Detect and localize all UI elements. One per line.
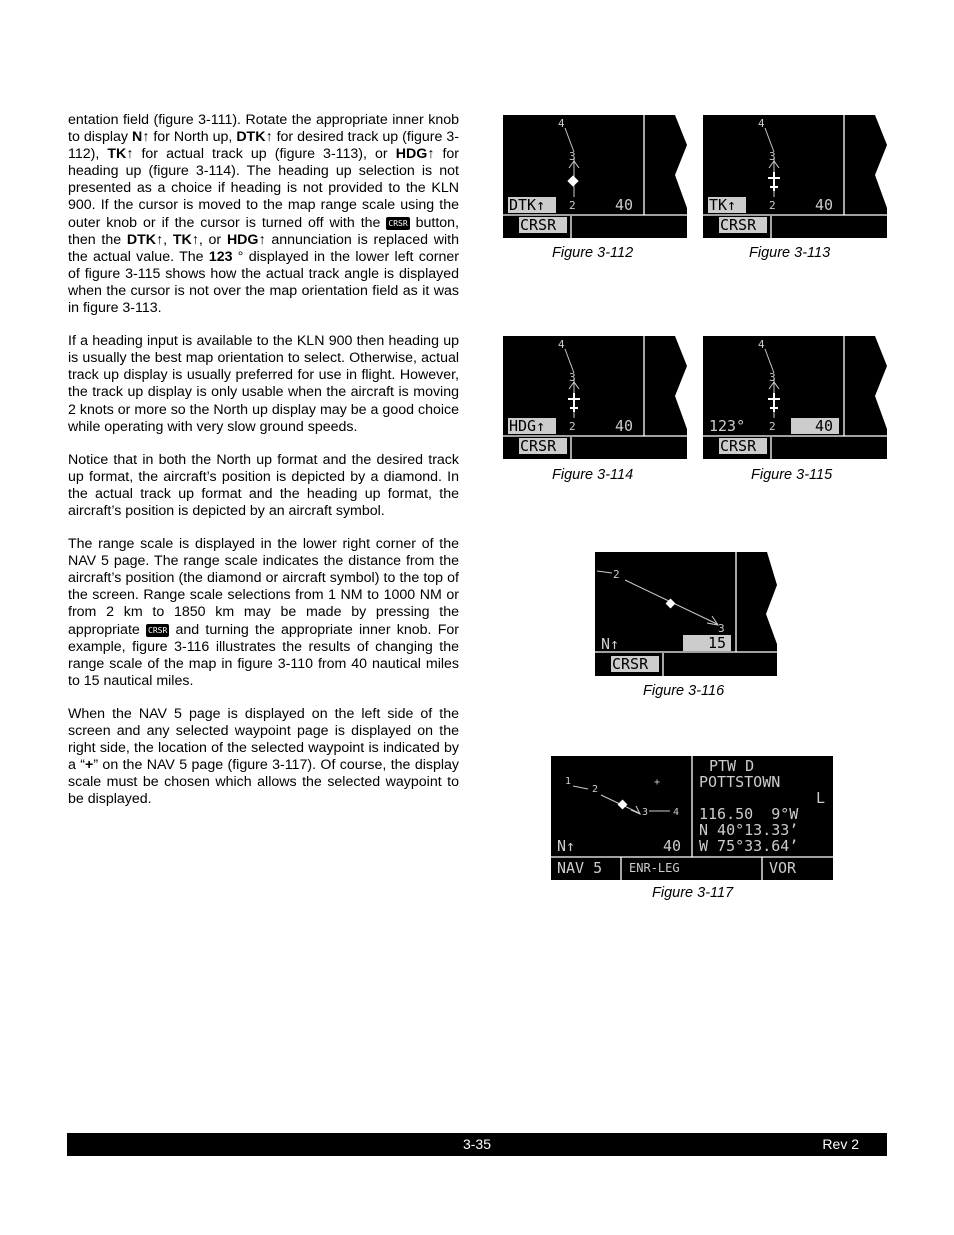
crsr-annunciator: CRSR	[720, 216, 757, 234]
crsr-annunciator: CRSR	[520, 216, 557, 234]
page-number: 3-35	[462, 1136, 492, 1152]
orientation-label: DTK↑	[509, 196, 546, 214]
range-value: 15	[708, 634, 727, 652]
paragraph-4: The range scale is displayed in the lower right corner of the NAV 5 page. The range scale indicates the distance from the aircraft’s position (the diamond or aircraft symbol) to the top of the screen. Range scale selections from 1 NM to 1000 NM or from 2 km to 1850 km may be made by pressing the appropriate CRSR and turning the appropriate inner knob. For example, figure 3-116 illustrates the results of changing the range scale of the map in figure 3-110 from 40 nautical miles to 15 nautical miles.	[68, 536, 459, 689]
crsr-annunciator: CRSR	[520, 437, 557, 455]
figure-3-116-screen	[595, 552, 777, 676]
crsr-annunciator: CRSR	[720, 437, 757, 455]
figure-3-112-screen	[503, 115, 687, 238]
orientation-label: N↑	[601, 635, 620, 653]
waypoint-class: L	[816, 789, 826, 807]
waypoint-type-label: VOR	[769, 859, 797, 877]
range-value: 40	[615, 196, 634, 214]
orientation-label: TK↑	[709, 196, 737, 214]
figure-caption: Figure 3-112	[552, 245, 634, 261]
figure-3-114-screen	[503, 336, 687, 459]
figure-caption: Figure 3-117	[652, 885, 734, 901]
range-value: 40	[815, 196, 834, 214]
figure-3-113-screen	[703, 115, 887, 238]
range-value: 40	[815, 417, 834, 435]
waypoint-label: 4	[673, 807, 680, 818]
waypoint-label: 4	[758, 117, 765, 130]
figure-caption: Figure 3-115	[751, 467, 833, 483]
waypoint-label: 4	[758, 338, 765, 351]
crsr-key-icon: CRSR	[148, 625, 168, 635]
page-label: NAV 5	[557, 859, 603, 877]
orientation-label: 123°	[709, 417, 746, 435]
waypoint-label: 2	[569, 199, 576, 212]
figure-caption: Figure 3-116	[643, 683, 725, 699]
waypoint-longitude: W 75°33.64’	[699, 837, 799, 855]
crsr-annunciator: CRSR	[612, 655, 649, 673]
waypoint-label: 2	[769, 199, 776, 212]
orientation-label: HDG↑	[509, 417, 546, 435]
waypoint-label: 2	[592, 784, 599, 795]
waypoint-latitude: N 40°13.33’	[699, 821, 799, 839]
paragraph-5: When the NAV 5 page is displayed on the left side of the screen and any selected waypoint page is displayed on the right side, the location of the selected waypoint is indicated by a “+” on the NAV 5 page (figure 3-117). Of course, the display scale must be chosen which allows the selected waypoint to be displayed.	[68, 705, 459, 808]
waypoint-label: 1	[565, 776, 572, 787]
figure-3-117-screen	[551, 756, 833, 880]
orientation-label: N↑	[557, 837, 576, 855]
waypoint-label: 3	[569, 150, 576, 163]
revision-label: Rev 2	[822, 1136, 859, 1152]
range-value: 40	[615, 417, 634, 435]
figure-caption: Figure 3-114	[552, 467, 634, 483]
waypoint-label: 3	[642, 807, 649, 818]
waypoint-label: 3	[569, 371, 576, 384]
figure-3-115-screen	[703, 336, 887, 459]
waypoint-ident: PTW D	[709, 757, 755, 775]
body-text-column	[68, 112, 459, 824]
waypoint-label: 4	[558, 338, 565, 351]
paragraph-3: Notice that in both the North up format and the desired track up format, the aircraft’s position is depicted by a diamond. In the actual track up format and the heading up format, the aircraft’s position is depicted by an aircraft symbol.	[68, 451, 459, 519]
waypoint-label: 2	[613, 568, 620, 581]
waypoint-name: POTTSTOWN	[699, 773, 781, 791]
waypoint-label: 3	[769, 371, 776, 384]
mode-label: ENR-LEG	[629, 861, 680, 875]
paragraph-1: entation field (figure 3-111). Rotate the appropriate inner knob to display N↑ for North up, DTK↑ for desired track up (figure 3-112), TK↑ for actual track up (figure 3-113), or HDG↑ for heading up (figure 3-114). The heading up selection is not presented as a choice if heading is not provided to the KLN 900. If the cursor is moved to the map range scale using the outer knob or if the cursor is turned off with the CRSR button, then the DTK↑, TK↑, or HDG↑ annunciation is replaced with the actual value. The 123 ° displayed in the lower left corner of figure 3-115 shows how the actual track angle is displayed when the cursor is not over the map orientation field as it was in figure 3-113.	[68, 112, 460, 317]
waypoint-label: 2	[769, 420, 776, 433]
waypoint-frequency: 116.50 9°W	[699, 805, 799, 823]
figure-caption: Figure 3-113	[749, 245, 831, 261]
waypoint-label: 3	[718, 622, 725, 635]
selected-waypoint-plus-icon: +	[654, 777, 661, 788]
range-value: 40	[663, 837, 682, 855]
page-footer	[67, 1133, 887, 1156]
paragraph-2: If a heading input is available to the KLN 900 then heading up is usually the best map orientation to select. Otherwise, actual track up display is usually preferred for use in flight. However, the track up display is only usable when the aircraft is moving 2 knots or more so the North up display may be a good choice while operating with very slow ground speeds.	[68, 333, 459, 435]
waypoint-label: 3	[769, 150, 776, 163]
crsr-key-icon: CRSR	[388, 218, 408, 228]
waypoint-label: 2	[569, 420, 576, 433]
waypoint-label: 4	[558, 117, 565, 130]
